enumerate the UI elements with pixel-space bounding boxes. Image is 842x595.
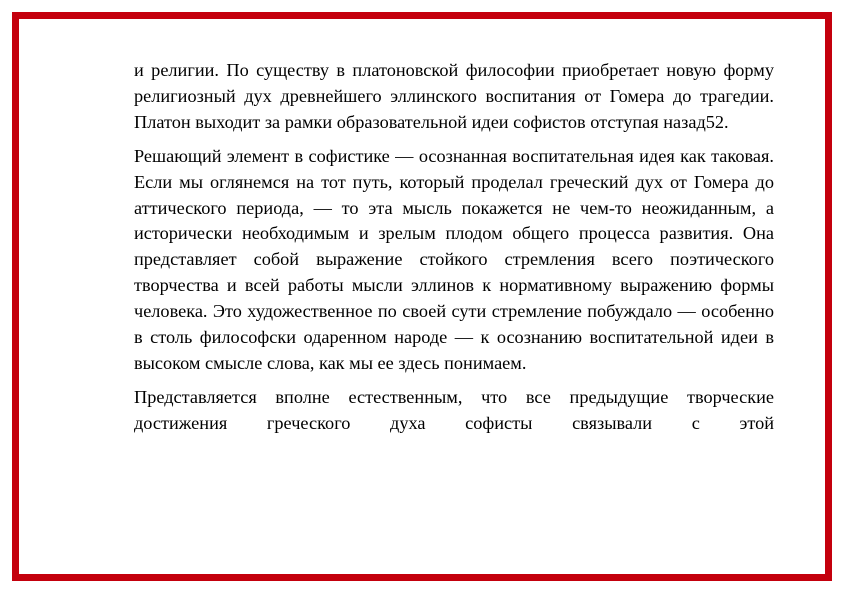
document-text <box>134 58 774 437</box>
paragraph-1: и религии. По существу в платоновской философии приобретает новую форму религиозный дух древнейшего эллинского воспитания от Гомера до трагедии. Платон выходит за рамки образовательной идеи софистов отступая назад52. <box>134 60 774 132</box>
paragraph-2: Решающий элемент в софистике — осознанная воспитательная идея как таковая. Если мы оглянемся на тот путь, который проделал греческий дух от Гомера до аттического периода, — то эта мысль покажется не чем-то неожиданным, а исторически необходимым и зрелым плодом общего процесса развития. Она представляет собой выражение стойкого стремления всего поэтического творчества и всей работы мысли эллинов к нормативному выражению формы человека. Это художественное по своей сути стремление побуждало — особенно в столь философски одаренном народе — к осознанию воспитательной идеи в высоком смысле слова, как мы ее здесь понимаем. <box>134 145 774 373</box>
paragraph-3: Представляется вполне естественным, что все предыдущие творческие достижения греческого духа софисты связывали с этой <box>134 386 774 433</box>
